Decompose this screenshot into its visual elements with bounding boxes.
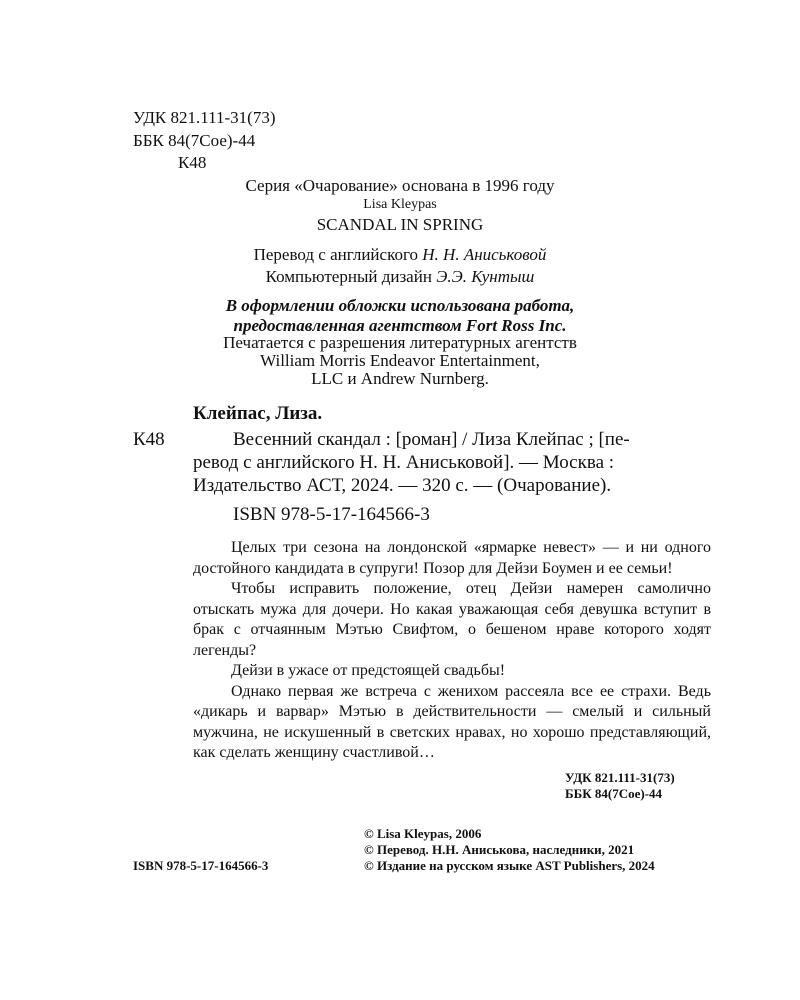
annotation-paragraph: Однако первая же встреча с женихом рассеяла все ее страхи. Ведь «дикарь и варвар» Мэтью в действительности — смелый и сильный мужчина, не искушенный в светских нравах, но хорошо представляющий, как сделать женщину счастливой… [193, 682, 711, 761]
udk-code: УДК 821.111-31(73) [133, 108, 276, 127]
catalog-mark: К48 [133, 429, 165, 450]
design-label: Компьютерный дизайн [265, 267, 437, 286]
footer-udk: УДК 821.111-31(73) [565, 770, 675, 785]
author-mark: К48 [178, 153, 207, 172]
translation-credit [0, 245, 800, 265]
copyright-author: © Lisa Kleypas, 2006 [364, 826, 482, 841]
catalog-author-heading: Клейпас, Лиза. [193, 403, 323, 424]
catalog-line-1: Весенний скандал : [роман] / Лиза Клейпас ; [пе- [233, 429, 630, 450]
bbk-code: ББК 84(7Сое)-44 [133, 131, 256, 150]
original-author: Lisa Kleypas [363, 197, 437, 212]
catalog-isbn: ISBN 978-5-17-164566-3 [233, 504, 430, 525]
designer-name: Э.Э. Кунтыш [436, 267, 535, 286]
translator-name: Н. Н. Аниськовой [422, 245, 547, 264]
cover-note-line-2: предоставленная агентством Fort Ross Inc. [233, 316, 567, 335]
footer-bbk: ББК 84(7Сое)-44 [565, 786, 663, 801]
permission-line-2: William Morris Endeavor Entertainment, [260, 351, 540, 370]
permission-line-1: Печатается с разрешения литературных агентств [223, 333, 577, 352]
annotation-paragraph: Чтобы исправить положение, отец Дейзи намерен самолично отыскать мужа для дочери. Но какая уважающая себя девушка вступит в брак с отчаянным Мэтью Свифтом, о бешеном нраве которого ходят легенды? [193, 580, 711, 659]
annotation-paragraph: Дейзи в ужасе от предстоящей свадьбы! [231, 662, 506, 679]
copyright-edition: © Издание на русском языке AST Publishers, 2024 [364, 858, 655, 873]
annotation-paragraph: Целых три сезона на лондонской «ярмарке невест» — и ни одного достойного кандидата в супруги! Позор для Дейзи Боумен и ее семьи! [193, 539, 711, 577]
catalog-line-2: ревод с английского Н. Н. Аниськовой]. — Москва : [193, 452, 615, 473]
footer-isbn: ISBN 978-5-17-164566-3 [133, 858, 269, 873]
original-title: SCANDAL IN SPRING [316, 215, 484, 234]
design-credit [0, 267, 800, 287]
annotation [193, 538, 711, 764]
translation-label: Перевод с английского [253, 245, 423, 264]
permission-line-3: LLC и Andrew Nurnberg. [311, 369, 489, 388]
copyright-translation: © Перевод. Н.Н. Аниськова, наследники, 2021 [364, 842, 635, 857]
catalog-line-3: Издательство АСТ, 2024. — 320 с. — (Очарование). [193, 475, 612, 496]
series-note: Серия «Очарование» основана в 1996 году [245, 176, 555, 195]
cover-note-line-1: В оформлении обложки использована работа, [225, 296, 575, 315]
